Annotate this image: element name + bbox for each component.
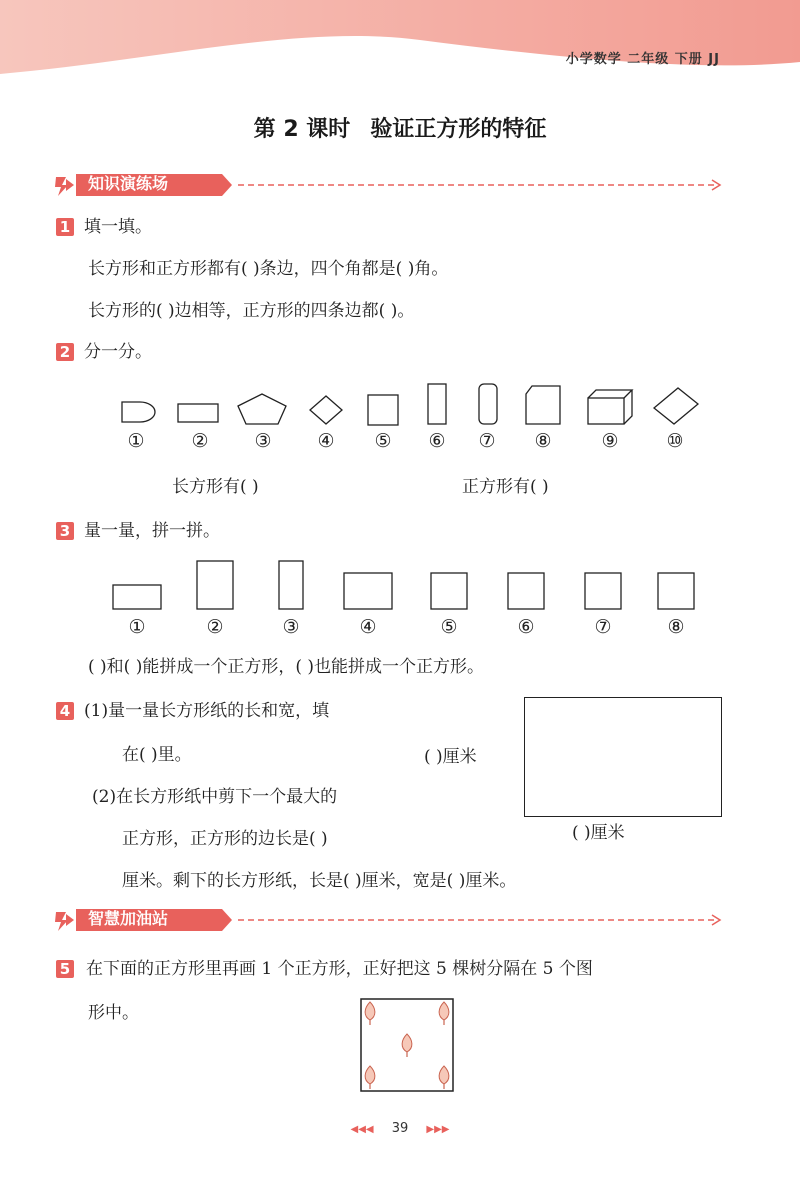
- q3-shape-5: [431, 573, 467, 609]
- q3-shape-6: [508, 573, 544, 609]
- shape-9-cuboid: [588, 390, 632, 424]
- lesson-title: [0, 112, 800, 143]
- q5-line2: 形中。: [88, 1003, 139, 1023]
- q2-shapes: [110, 378, 710, 428]
- shape-8-cut-corner: [526, 386, 560, 424]
- lesson-name: 验证正方形的特征: [370, 117, 547, 142]
- q2-label-2: ②: [191, 430, 209, 452]
- q4-side-label: ( )厘米: [424, 747, 477, 767]
- section-banner-practice: [52, 171, 732, 199]
- q3-shape-4: [344, 573, 392, 609]
- shape-6-tall-rectangle: [428, 384, 446, 424]
- q2-label-9: ⑨: [601, 430, 619, 452]
- question-number-2: 2: [56, 343, 74, 361]
- tree-icon-bottom-left: [365, 1066, 375, 1089]
- shape-7-rounded-rectangle: [479, 384, 497, 424]
- page-footer: [0, 1121, 800, 1136]
- q3-title: 量一量，拼一拼。: [84, 521, 220, 541]
- q3-label-2: ②: [206, 616, 224, 638]
- question-number-4: 4: [56, 702, 74, 720]
- book-info: 小学数学 二年级 下册 JJ: [565, 52, 720, 67]
- q3-answer: ( )和( )能拼成一个正方形，( )也能拼成一个正方形。: [88, 657, 485, 677]
- q2-square-answer: 正方形有( ): [462, 477, 549, 497]
- q4-part1-line1: (1)量一量长方形纸的长和宽，填: [84, 701, 330, 721]
- shape-1-half-round: [122, 402, 155, 422]
- header-band: [0, 0, 800, 80]
- tree-icon-center: [402, 1034, 412, 1057]
- shape-2-rectangle: [178, 404, 218, 422]
- section-title-practice: 知识演练场: [88, 174, 169, 193]
- tree-icon-bottom-right: [439, 1066, 449, 1089]
- q3-label-1: ①: [128, 616, 146, 638]
- q2-label-1: ①: [127, 430, 145, 452]
- q3-shape-7: [585, 573, 621, 609]
- q2-label-3: ③: [254, 430, 272, 452]
- q1-title: 填一填。: [84, 217, 152, 237]
- q3-shape-2: [197, 561, 233, 609]
- question-number-3: 3: [56, 522, 74, 540]
- lesson-number: 第 2 课时: [253, 117, 351, 142]
- shape-5-square: [368, 395, 398, 425]
- section-banner-wisdom: [52, 906, 732, 934]
- q2-label-10: ⑩: [666, 430, 684, 452]
- shape-3-pentagon: [238, 394, 286, 424]
- q3-label-8: ⑧: [667, 616, 685, 638]
- q5-tree-square: [358, 996, 456, 1094]
- q4-part1-line2: 在( )里。: [122, 745, 192, 765]
- page-number: 39: [391, 1121, 409, 1136]
- right-arrows-icon: ▶▶▶: [426, 1124, 450, 1135]
- left-arrows-icon: ◀◀◀: [350, 1124, 374, 1135]
- q4-part2-line2: 正方形，正方形的边长是( ): [122, 829, 328, 849]
- q3-shape-3: [279, 561, 303, 609]
- q2-label-4: ④: [317, 430, 335, 452]
- q5-line1: 在下面的正方形里再画 1 个正方形，正好把这 5 棵树分隔在 5 个图: [86, 959, 593, 979]
- q3-label-3: ③: [282, 616, 300, 638]
- tree-icon-top-left: [365, 1002, 375, 1025]
- q2-label-6: ⑥: [428, 430, 446, 452]
- q4-part2-line1: (2)在长方形纸中剪下一个最大的: [92, 787, 338, 807]
- q3-shapes: [100, 556, 710, 612]
- q2-label-7: ⑦: [478, 430, 496, 452]
- q3-shape-8: [658, 573, 694, 609]
- q2-title: 分一分。: [84, 342, 152, 362]
- shape-4-rhombus: [310, 396, 342, 424]
- q1-line1: 长方形和正方形都有( )条边，四个角都是( )角。: [88, 259, 449, 279]
- question-number-5: 5: [56, 960, 74, 978]
- q3-label-4: ④: [359, 616, 377, 638]
- q4-paper-rectangle: [524, 697, 722, 817]
- question-number-1: 1: [56, 218, 74, 236]
- q3-shape-1: [113, 585, 161, 609]
- q3-label-5: ⑤: [440, 616, 458, 638]
- q1-line2: 长方形的( )边相等，正方形的四条边都( )。: [88, 301, 415, 321]
- shape-10-tilted-rectangle: [654, 388, 698, 424]
- q2-label-5: ⑤: [374, 430, 392, 452]
- q3-label-6: ⑥: [517, 616, 535, 638]
- q4-bottom-label: ( )厘米: [572, 823, 625, 843]
- q2-label-8: ⑧: [534, 430, 552, 452]
- q4-part2-line3: 厘米。剩下的长方形纸，长是( )厘米，宽是( )厘米。: [122, 871, 517, 891]
- tree-icon-top-right: [439, 1002, 449, 1025]
- q3-label-7: ⑦: [594, 616, 612, 638]
- section-title-wisdom: 智慧加油站: [88, 909, 169, 928]
- q2-rect-answer: 长方形有( ): [172, 477, 259, 497]
